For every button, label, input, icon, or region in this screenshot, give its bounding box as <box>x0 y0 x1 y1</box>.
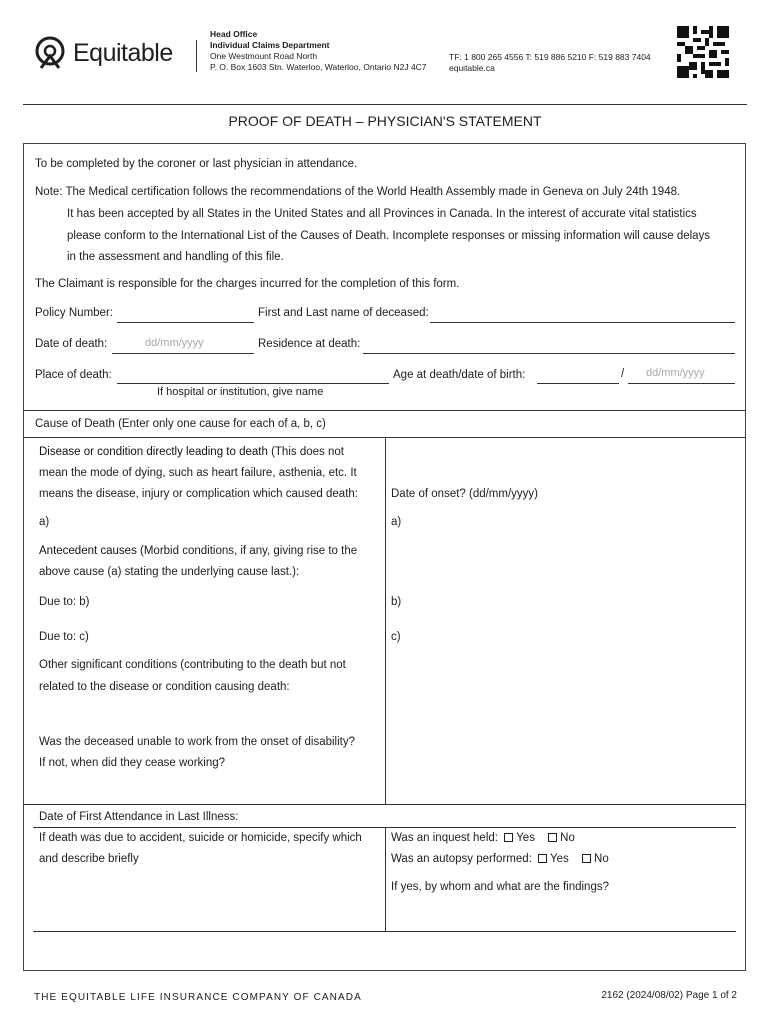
date-of-death-label: Date of death: <box>35 338 108 350</box>
dob-input[interactable] <box>628 383 735 384</box>
form-title: PROOF OF DEATH – PHYSICIAN'S STATEMENT <box>228 113 542 129</box>
age-dob-label: Age at death/date of birth: <box>393 369 526 381</box>
office-line-3: One Westmount Road North <box>210 51 318 61</box>
attendance-bottom-rule <box>33 931 736 932</box>
disease-line-1 <box>39 446 344 458</box>
attendance-top-rule <box>23 804 746 805</box>
cause-section-top-rule <box>23 410 746 411</box>
place-hint: If hospital or institution, give name <box>157 386 324 398</box>
logo <box>33 34 193 74</box>
onset-a-label: a) <box>391 516 402 528</box>
accident-line-1: If death was due to accident, suicide or homicide, specify which <box>39 832 362 844</box>
age-input[interactable] <box>537 383 619 384</box>
autopsy-no-label: No <box>594 853 609 865</box>
place-of-death-label: Place of death: <box>35 369 112 381</box>
place-of-death-input[interactable] <box>117 383 389 384</box>
policy-number-label: Policy Number: <box>35 307 113 319</box>
contact-web: equitable.ca <box>449 63 495 73</box>
findings-label: If yes, by whom and what are the findings? <box>391 881 609 893</box>
intro-line: To be completed by the coroner or last physician in attendance. <box>35 158 358 170</box>
footer-form-info: 2162 (2024/08/02) Page 1 of 2 <box>601 990 737 1001</box>
onset-c-label: c) <box>391 631 401 643</box>
onset-label: Date of onset? (dd/mm/yyyy) <box>391 488 538 500</box>
footer-company: THE EQUITABLE LIFE INSURANCE COMPANY OF CANADA <box>34 992 362 1003</box>
cause-a-label: a) <box>39 516 50 528</box>
deceased-name-label: First and Last name of deceased: <box>258 307 429 319</box>
cause-c-label: Due to: c) <box>39 631 89 643</box>
note-line-1: Note: The Medical certification follows the recommendations of the World Health Assembly made in Geneva on July 24th 1948. <box>35 186 681 198</box>
inquest-yes-label: Yes <box>516 832 535 844</box>
date-of-death-placeholder: dd/mm/yyyy <box>145 337 204 349</box>
office-line-2: Individual Claims Department <box>210 40 330 50</box>
antecedent-line-2: above cause (a) stating the underlying cause last.): <box>39 566 300 578</box>
equitable-logo-icon <box>33 34 69 74</box>
residence-label: Residence at death: <box>258 338 361 350</box>
antecedent-title: Antecedent causes <box>39 545 137 557</box>
dob-placeholder: dd/mm/yyyy <box>646 367 705 379</box>
inquest-row <box>391 832 575 844</box>
unable-work-line-1: Was the deceased unable to work from the onset of disability? <box>39 736 355 748</box>
note-line-3: please conform to the International List of the Causes of Death. Incomplete responses or missing information will cause delays <box>67 230 711 242</box>
cause-header: Cause of Death (Enter only one cause for each of a, b, c) <box>35 418 326 430</box>
autopsy-no-checkbox[interactable] <box>582 854 591 863</box>
note-line-2: It has been accepted by all States in the United States and all Provinces in Canada. In the interest of accurate vital statistics <box>67 208 697 220</box>
antecedent-line-1 <box>39 545 357 557</box>
first-attendance-label: Date of First Attendance in Last Illness: <box>39 811 239 823</box>
contact-block <box>449 52 651 74</box>
inquest-no-checkbox[interactable] <box>548 833 557 842</box>
claimant-note: The Claimant is responsible for the charges incurred for the completion of this form. <box>35 278 460 290</box>
head-office-block <box>210 29 427 73</box>
onset-b-label: b) <box>391 596 402 608</box>
inquest-label: Was an inquest held: <box>391 832 498 844</box>
disease-line-2: mean the mode of dying, such as heart failure, asthenia, etc. It <box>39 467 357 479</box>
other-conditions-line-1: Other significant conditions (contributing to the death but not <box>39 659 346 671</box>
inquest-yes-checkbox[interactable] <box>504 833 513 842</box>
office-line-4: P. O. Box 1603 Stn. Waterloo, Waterloo, Ontario N2J 4C7 <box>210 62 427 72</box>
brand-name: Equitable <box>73 39 173 67</box>
residence-input[interactable] <box>363 353 735 354</box>
contact-phone: TF: 1 800 265 4556 T: 519 886 5210 F: 519 883 7404 <box>449 52 651 62</box>
unable-work-line-2: If not, when did they cease working? <box>39 757 226 769</box>
inquest-no-label: No <box>560 832 575 844</box>
qr-code-icon <box>677 26 729 78</box>
other-conditions-line-2: related to the disease or condition causing death: <box>39 681 290 693</box>
note-line-4: in the assessment and handling of this file. <box>67 251 284 263</box>
autopsy-yes-checkbox[interactable] <box>538 854 547 863</box>
date-of-death-input[interactable] <box>112 353 254 354</box>
antecedent-rest: (Morbid conditions, if any, giving rise to the <box>136 545 358 557</box>
age-dob-slash: / <box>621 368 625 380</box>
cause-b-label: Due to: b) <box>39 596 90 608</box>
accident-line-2: and describe briefly <box>39 853 139 865</box>
office-line-1: Head Office <box>210 29 258 39</box>
disease-title: Disease or condition directly leading to death <box>39 446 268 458</box>
deceased-name-input[interactable] <box>430 322 735 323</box>
policy-number-input[interactable] <box>117 322 254 323</box>
header-rule <box>23 104 747 105</box>
disease-rest: (This does not <box>267 446 344 458</box>
disease-line-3: means the disease, injury or complication which caused death: <box>39 488 358 500</box>
autopsy-yes-label: Yes <box>550 853 569 865</box>
logo-divider <box>196 40 197 72</box>
attendance-column-divider <box>385 827 386 931</box>
autopsy-label: Was an autopsy performed: <box>391 853 532 865</box>
autopsy-row <box>391 853 609 865</box>
cause-column-divider <box>385 437 386 804</box>
